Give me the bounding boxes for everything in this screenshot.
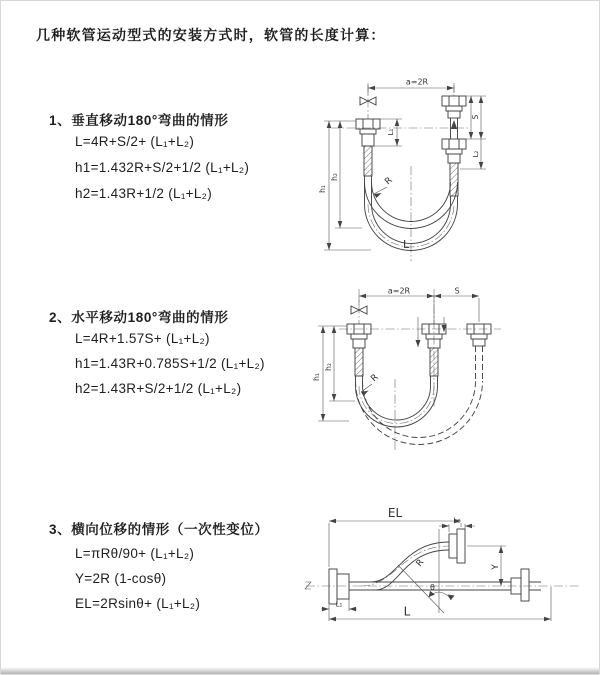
formula-line: L=4R+S/2+ (L₁+L₂): [75, 134, 195, 149]
d2-dims-left: [312, 326, 355, 421]
d3-label-l: L: [403, 604, 411, 619]
d1-dim-top: [368, 78, 454, 96]
d3-dim-el: [329, 506, 461, 567]
diagram-lateral-displacement: [299, 501, 599, 671]
d1-right-fitting: [442, 96, 466, 204]
d2-hose-moved: [356, 346, 483, 444]
d1-label-h1: h₁: [318, 185, 327, 193]
d3-label-r: R: [414, 557, 427, 569]
section3-heading: 3、横向位移的情形（一次性变位）: [49, 522, 269, 537]
formula-line: h1=1.432R+S/2+1/2 (L₁+L₂): [75, 160, 250, 175]
page-bottom-edge: [1, 667, 599, 675]
d1-label-r: R: [383, 175, 395, 188]
formula-line: L=πRθ/90+ (L₁+L₂): [75, 546, 195, 561]
section2-heading: 2、水平移动180°弯曲的情形: [49, 310, 229, 325]
d3-straight-pipe: [349, 569, 541, 601]
d1-label-a2r: a=2R: [405, 77, 429, 87]
diagram-vertical-180-bend: [316, 71, 586, 266]
d1-dims-left: [318, 121, 371, 250]
d3-label-l1: L₁: [335, 600, 343, 609]
d1-label-l: L: [403, 238, 410, 251]
d1-centerlines: [331, 83, 468, 261]
d3-centerlines: [305, 546, 581, 589]
d3-break-mark: [305, 582, 311, 589]
d2-label-r: R: [369, 372, 381, 385]
d3-label-el: EL: [387, 506, 403, 520]
d2-middle-fitting: [422, 324, 446, 386]
d2-label-a2r: a=2R: [387, 286, 411, 296]
d3-dim-y: [467, 546, 506, 586]
d1-label-s: S: [471, 114, 480, 120]
d2-small-dims: [416, 317, 447, 347]
d3-left-flange: [329, 569, 349, 604]
formula-line: h2=1.43R+S/2+1/2 (L₁+L₂): [75, 381, 242, 396]
d1-radius-leader: [374, 176, 395, 198]
d1-label-l2: L₂: [472, 150, 480, 158]
d1-label-l1: L₁: [387, 128, 395, 136]
d2-hose-original: [356, 386, 438, 427]
d1-dim-l1: [372, 119, 402, 146]
movement-arrow-icon: [451, 120, 457, 129]
d3-dim-l1: [321, 599, 357, 611]
section1-heading: 1、垂直移动180°弯曲的情形: [49, 113, 229, 128]
d2-left-fitting: [347, 324, 371, 386]
diagram-horizontal-180-bend: [311, 284, 600, 464]
d2-label-h2: h₂: [324, 363, 333, 371]
formula-line: h1=1.43R+0.785S+1/2 (L₁+L₂): [75, 356, 265, 371]
d1-label-h2: h₂: [330, 173, 339, 181]
formula-line: Y=2R (1-cosθ): [75, 571, 167, 586]
d3-label-l2: L₂: [453, 516, 461, 525]
d1-left-fitting: [356, 119, 380, 204]
formula-line: h2=1.43R+1/2 (L₁+L₂): [75, 186, 213, 201]
d2-label-s: S: [454, 286, 460, 296]
page-title: 几种软管运动型式的安装方式时，软管的长度计算：: [36, 27, 386, 43]
d2-dim-top: [359, 287, 479, 325]
d2-radius-leader: [361, 373, 381, 396]
d2-right-fitting: [467, 324, 491, 346]
d2-label-h1: h₁: [312, 373, 321, 381]
d1-dims-right: [460, 96, 486, 169]
d3-label-y: Y: [491, 564, 501, 570]
d3-label-theta: θ: [430, 583, 435, 592]
formula-line: EL=2Rsinθ+ (L₁+L₂): [75, 596, 201, 611]
formula-line: L=4R+1.57S+ (L₁+L₂): [75, 331, 210, 346]
